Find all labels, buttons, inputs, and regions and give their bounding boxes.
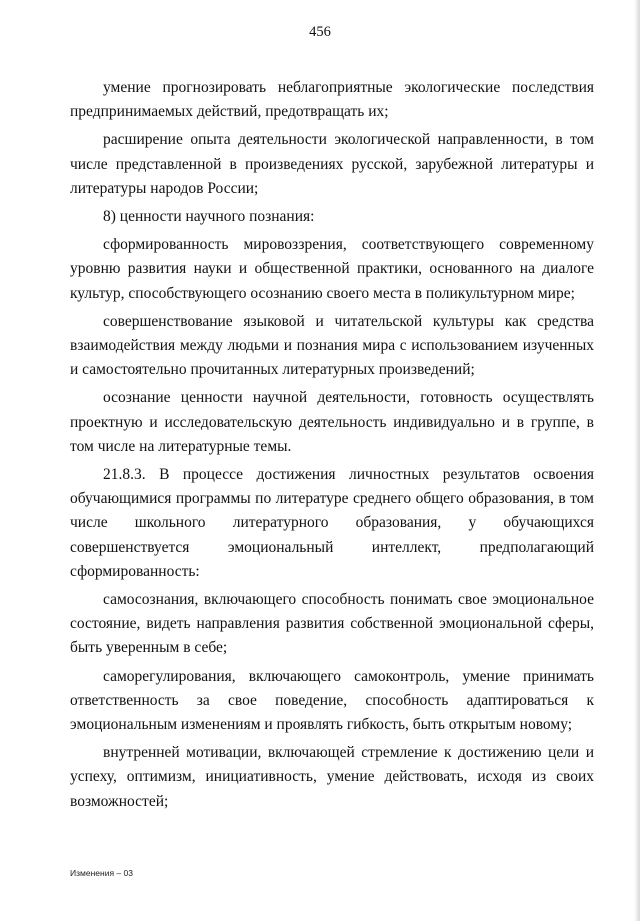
revision-footer: Изменения – 03 bbox=[70, 868, 133, 878]
paragraph: саморегулирования, включающего самоконтроль, умение принимать ответственность за свое поведение, способность адаптироваться к эмоциональным изменениям и проявлять гибкость, быть открытым новому; bbox=[70, 667, 594, 734]
document-body bbox=[70, 76, 594, 814]
scan-edge-shadow bbox=[634, 0, 640, 921]
paragraph: осознание ценности научной деятельности, готовность осуществлять проектную и исследовательскую деятельность индивидуально и в группе, в том числе на литературные темы. bbox=[70, 389, 594, 455]
paragraph: внутренней мотивации, включающей стремление к достижению цели и успеху, оптимизм, инициативность, умение действовать, исходя из своих возможностей; bbox=[70, 744, 594, 810]
page-number: 456 bbox=[309, 24, 331, 40]
paragraph: 8) ценности научного познания: bbox=[103, 208, 315, 226]
paragraph: самосознания, включающего способность понимать свое эмоциональное состояние, видеть направления развития собственной эмоциональной сферы, быть уверенным в себе; bbox=[70, 591, 594, 657]
paragraph: расширение опыта деятельности экологической направленности, в том числе представленной в произведениях русской, зарубежной литературы и литературы народов России; bbox=[70, 131, 594, 197]
paragraph: сформированность мировоззрения, соответствующего современному уровню развития науки и общественной практики, основанного на диалоге культур, способствующего осознанию своего места в поликультурном мире; bbox=[70, 236, 594, 302]
paragraph: 21.8.3. В процессе достижения личностных результатов освоения обучающимися программы по литературе среднего общего образования, в том числе школьного литературного образования, у обучающихся совершенствуется эмоциональный интеллект, предполагающий сформированность: bbox=[70, 466, 594, 580]
paragraph: умение прогнозировать неблагоприятные экологические последствия предпринимаемых действий, предотвращать их; bbox=[70, 79, 594, 121]
paragraph: совершенствование языковой и читательской культуры как средства взаимодействия между людьми и познания мира с использованием изученных и самостоятельно прочитанных литературных произведений; bbox=[70, 312, 594, 379]
